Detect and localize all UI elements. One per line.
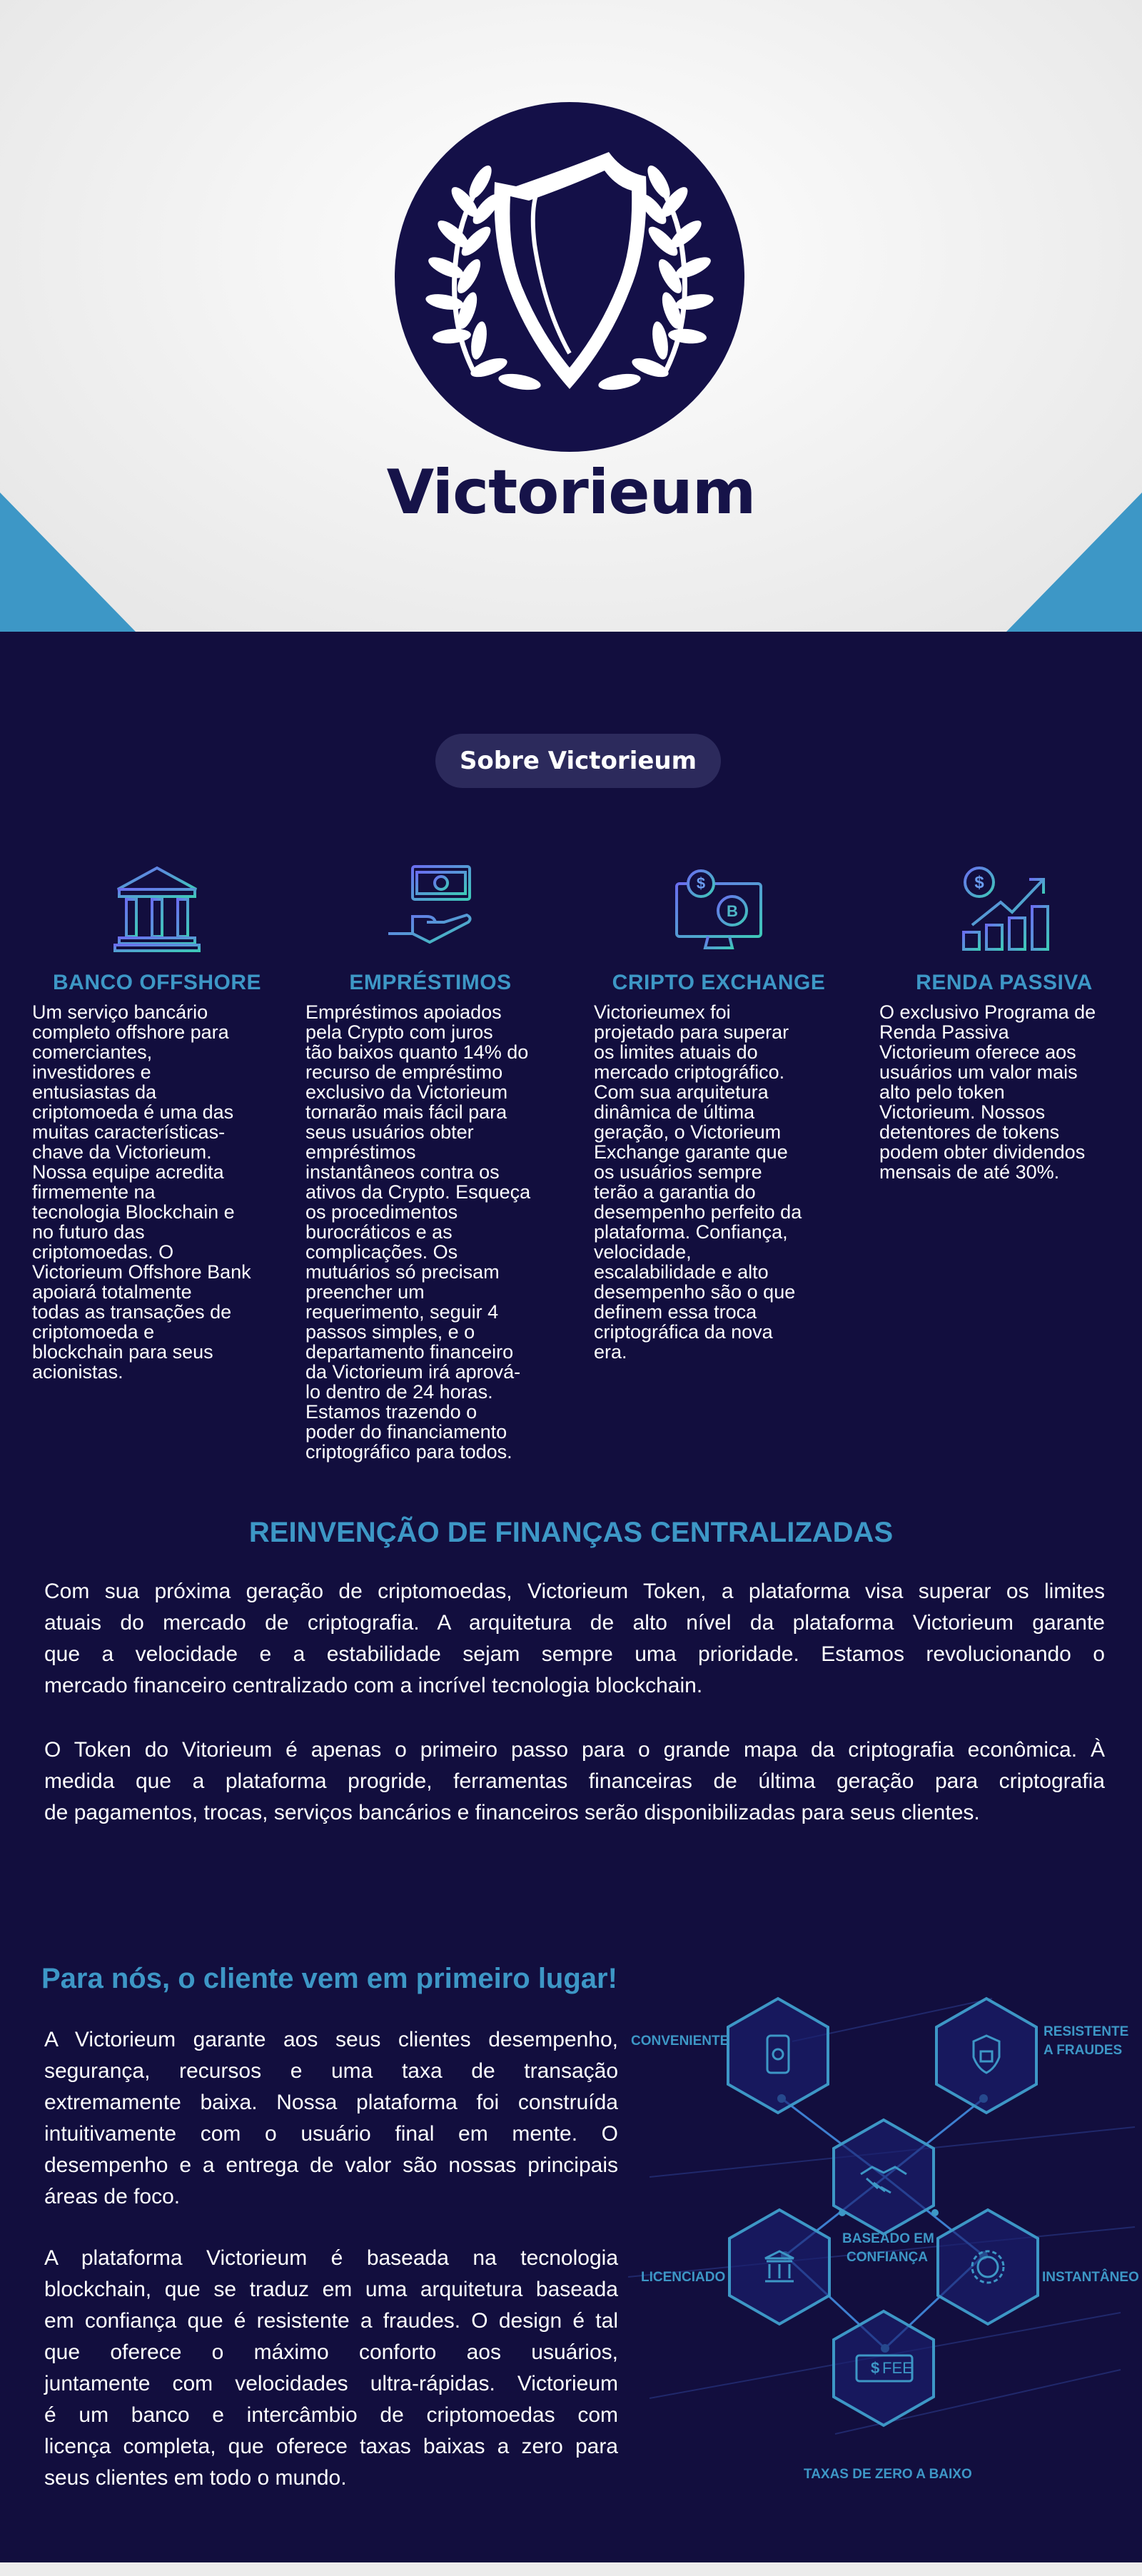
feature-title: CRIPTO EXCHANGE (612, 971, 826, 994)
feature-text (879, 1002, 1129, 1182)
brand-name: Victorieum (386, 457, 756, 528)
text-line: os procedimentos (305, 1201, 458, 1223)
hex-instant (938, 2210, 1038, 2324)
text-line: segurança, recursos e uma taxa de transação (44, 2059, 618, 2083)
label-instant: INSTANTÂNEO (1042, 2270, 1139, 2285)
feature-text (32, 1002, 282, 1382)
text-line: complicações. Os (305, 1241, 458, 1263)
text-line: Um serviço bancário (32, 1001, 208, 1023)
feature-offshore-bank (32, 862, 282, 1382)
fee-dollar-text: $ (871, 2359, 880, 2377)
text-line: extremamente baixa. Nossa plataforma foi construída (44, 2091, 618, 2114)
text-line: requerimento, seguir 4 (305, 1301, 499, 1323)
svg-text:B: B (727, 902, 738, 920)
text-line: firmemente na (32, 1181, 156, 1203)
text-line: os usuários sempre (594, 1161, 762, 1183)
bank-icon (111, 862, 203, 955)
text-line: entusiastas da (32, 1081, 157, 1103)
text-line: licença completa, que oferece taxas baixas a zero para (44, 2435, 618, 2458)
shield-laurel-icon (395, 102, 744, 452)
text-line: em confiança que é resistente a fraudes. O design é tal (44, 2309, 618, 2333)
text-line: é um banco e intercâmbio de criptomoedas com (44, 2403, 618, 2427)
label-convenient: CONVENIENTE (631, 2034, 729, 2049)
text-line: projetado para superar (594, 1021, 789, 1043)
text-line: departamento financeiro (305, 1341, 514, 1363)
text-line: tecnologia Blockchain e (32, 1201, 235, 1223)
text-line: áreas de foco. (44, 2185, 181, 2208)
text-line: seus clientes em todo o mundo. (44, 2466, 347, 2490)
text-line: Victorieum Offshore Bank (32, 1261, 251, 1283)
text-line: comerciantes, (32, 1041, 153, 1063)
text-line: seus usuários obter (305, 1121, 474, 1143)
text-line: velocidade, (594, 1241, 692, 1263)
svg-text:$: $ (974, 873, 984, 892)
text-line: usuários um valor mais (879, 1061, 1078, 1083)
feature-loans (305, 862, 555, 1462)
text-line: Nossa equipe acredita (32, 1161, 224, 1183)
hex-trust (834, 2120, 934, 2234)
text-line: Renda Passiva (879, 1021, 1009, 1043)
text-line: que a velocidade e a estabilidade sejam sempre uma prioridade. Estamos revolucionando o (44, 1642, 1105, 1666)
text-line: empréstimos (305, 1141, 416, 1163)
text-line: mercado criptográfico. (594, 1061, 785, 1083)
text-line: Victorieum. Nossos (879, 1101, 1046, 1123)
text-line: preencher um (305, 1281, 425, 1303)
text-line: definem essa troca (594, 1301, 757, 1323)
about-button[interactable]: Sobre Victorieum (435, 734, 721, 788)
text-line: A Victorieum garante aos seus clientes desempenho, (44, 2028, 618, 2051)
label-trust-1: BASEADO EM (842, 2231, 934, 2246)
text-line: poder do financiamento (305, 1421, 507, 1443)
crypto-exchange-monitor-icon (672, 862, 765, 955)
feature-passive-income (879, 862, 1129, 1182)
label-licensed: LICENCIADO (641, 2270, 726, 2285)
logo-emblem (395, 102, 744, 452)
text-line: Com sua próxima geração de criptomoedas, Victorieum Token, a plataforma visa superar os limites (44, 1580, 1105, 1603)
text-line: desempenho são o que (594, 1281, 796, 1303)
text-line: mensais de até 30%. (879, 1161, 1060, 1183)
feature-crypto-exchange (594, 862, 844, 1362)
text-line: mutuários só precisam (305, 1261, 500, 1283)
label-trust-2: CONFIANÇA (847, 2250, 928, 2265)
fee-text: FEE (882, 2359, 913, 2377)
text-line: instantâneos contra os (305, 1161, 500, 1183)
text-line: os limites atuais do (594, 1041, 758, 1063)
text-line: completo offshore para (32, 1021, 229, 1043)
reinvention-title: REINVENÇÃO DE FINANÇAS CENTRALIZADAS (248, 1517, 894, 1548)
label-fees: TAXAS DE ZERO A BAIXO (804, 2467, 972, 2482)
text-line: desempenho perfeito da (594, 1201, 802, 1223)
text-line: era. (594, 1341, 627, 1363)
client-paragraph-2 (44, 2243, 618, 2494)
text-line: alto pelo token (879, 1081, 1005, 1103)
text-line: que oferece o máximo conforto aos usuários, (44, 2340, 618, 2364)
feature-title: BANCO OFFSHORE (53, 971, 261, 994)
text-line: criptomoeda é uma das (32, 1101, 234, 1123)
features-hex-diagram (621, 1970, 1142, 2498)
text-line: O exclusivo Programa de (879, 1001, 1096, 1023)
text-line: Victorieumex foi (594, 1001, 731, 1023)
text-line: exclusivo da Victorieum (305, 1081, 508, 1103)
text-line: recurso de empréstimo (305, 1061, 503, 1083)
text-line: Empréstimos apoiados (305, 1001, 502, 1023)
text-line: apoiará totalmente (32, 1281, 192, 1303)
growth-chart-coin-icon (958, 862, 1051, 955)
text-line: Victorieum oferece aos (879, 1041, 1076, 1063)
text-line: burocráticos e as (305, 1221, 453, 1243)
text-line: chave da Victorieum. (32, 1141, 212, 1163)
text-line: O Token do Vitorieum é apenas o primeiro passo para o grande mapa da criptografia econômica. À (44, 1738, 1105, 1762)
text-line: geração, o Victorieum (594, 1121, 782, 1143)
text-line: atuais do mercado de criptografia. A arquitetura de alto nível da plataforma Victorieum garante (44, 1611, 1105, 1635)
feature-title: EMPRÉSTIMOS (349, 971, 512, 994)
text-line: lo dentro de 24 horas. (305, 1381, 493, 1403)
text-line: plataforma. Confiança, (594, 1221, 788, 1243)
text-line: investidores e (32, 1061, 151, 1083)
text-line: juntamente com velocidades ultra-rápidas. Victorieum (44, 2372, 618, 2395)
text-line: ativos da Crypto. Esqueça (305, 1181, 531, 1203)
text-line: Com sua arquitetura (594, 1081, 769, 1103)
client-first-title: Para nós, o cliente vem em primeiro lugar! (41, 1963, 617, 1994)
hex-fraud-resistant (936, 1999, 1036, 2113)
label-fraud-resistant-1: RESISTENTE (1044, 2024, 1129, 2039)
feature-text (594, 1002, 844, 1362)
feature-text (305, 1002, 555, 1462)
text-line: muitas características- (32, 1121, 226, 1143)
text-line: intuitivamente com o usuário final em mente. O (44, 2122, 618, 2146)
text-line: de pagamentos, trocas, serviços bancários e financeiros serão disponibilizadas para seus clientes. (44, 1801, 980, 1824)
text-line: todas as transações de (32, 1301, 232, 1323)
svg-text:$: $ (696, 874, 706, 892)
hero-section (0, 0, 1142, 632)
text-line: dinâmica de última (594, 1101, 755, 1123)
text-line: criptomoeda e (32, 1321, 155, 1343)
text-line: criptomoedas. O (32, 1241, 174, 1263)
text-line: passos simples, e o (305, 1321, 475, 1343)
text-line: A plataforma Victorieum é baseada na tecnologia (44, 2246, 618, 2270)
text-line: detentores de tokens (879, 1121, 1060, 1143)
reinvention-paragraph-2 (44, 1734, 1105, 1829)
network-node (931, 2209, 939, 2216)
text-line: desempenho e a entrega de valor são nossas principais (44, 2153, 618, 2177)
label-fraud-resistant-2: A FRAUDES (1044, 2043, 1123, 2058)
text-line: escalabilidade e alto (594, 1261, 769, 1283)
text-line: blockchain, que se traduz em uma arquitetura baseada (44, 2278, 618, 2301)
hex-convenient (728, 1999, 828, 2113)
text-line: podem obter dividendos (879, 1141, 1086, 1163)
text-line: Estamos trazendo o (305, 1401, 477, 1423)
text-line: terão a garantia do (594, 1181, 756, 1203)
text-line: tornarão mais fácil para (305, 1101, 507, 1123)
footer-strip (0, 2562, 1142, 2576)
client-paragraph-1 (44, 2024, 618, 2213)
text-line: medida que a plataforma progride, ferramentas financeiras de última geração para criptografia (44, 1769, 1105, 1793)
feature-title: RENDA PASSIVA (916, 971, 1093, 994)
text-line: blockchain para seus (32, 1341, 213, 1363)
text-line: no futuro das (32, 1221, 145, 1243)
reinvention-paragraph-1 (44, 1576, 1105, 1702)
text-line: criptográfico para todos. (305, 1441, 512, 1463)
text-line: da Victorieum irá aprová- (305, 1361, 521, 1383)
text-line: pela Crypto com juros (305, 1021, 493, 1043)
text-line: Exchange garante que (594, 1141, 788, 1163)
text-line: criptográfica da nova (594, 1321, 773, 1343)
text-line: mercado financeiro centralizado com a incrível tecnologia blockchain. (44, 1674, 703, 1697)
text-line: tão baixos quanto 14% do (305, 1041, 529, 1063)
loan-hand-icon (384, 862, 477, 955)
text-line: acionistas. (32, 1361, 123, 1383)
